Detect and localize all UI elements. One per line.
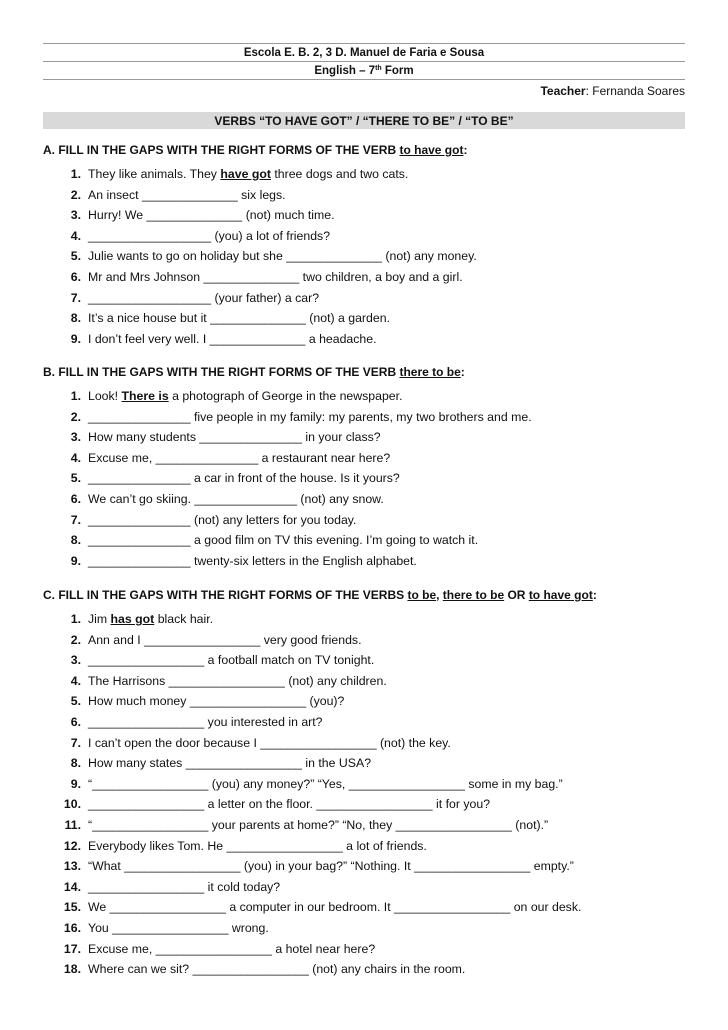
item-number: 5. [70,249,81,264]
item-number: 15. [63,900,81,915]
exercise-item: 11. “_________________ your parents at home?” “No, they _________________ (not).” [43,815,693,836]
form-line: English – 7th Form [314,65,414,77]
exercise-item: 6. We can’t go skiing. _______________ (not) any snow. [43,489,693,510]
exercise-item: 9. I don’t feel very well. I ______________ a headache. [43,329,693,350]
exercise-item: 8. How many states _________________ in the USA? [43,753,693,774]
example-answer: has got [110,612,155,626]
exercise-item: 9. “_________________ (you) any money?” “Yes, _________________ some in my bag.” [43,774,693,795]
exercise-item: 5. Julie wants to go on holiday but she ______________ (not) any money. [43,246,693,267]
exercise-item: 1. They like animals. They have got three dogs and two cats. [43,164,693,185]
mid-rule [43,61,685,62]
item-number: 13. [63,859,81,874]
exercise-item: 2. An insect ______________ six legs. [43,185,693,206]
item-number: 3. [70,208,81,223]
exercise-item: 9. _______________ twenty-six letters in the English alphabet. [43,551,693,572]
item-number: 11. [64,817,81,832]
item-number: 6. [70,269,81,284]
exercise-item: 1. Jim has got black hair. [43,609,693,630]
item-number: 2. [70,632,81,647]
section-heading: C. FILL IN THE GAPS WITH THE RIGHT FORMS OF THE VERBS to be, there to be OR to have got: [43,588,597,602]
exercise-item: 6. _________________ you interested in art? [43,712,693,733]
exercise-item: 5. _______________ a car in front of the house. Is it yours? [43,468,693,489]
item-number: 9. [70,553,81,568]
exercise-item: 18. Where can we sit? _________________ (not) any chairs in the room. [43,959,693,980]
school-name: Escola E. B. 2, 3 D. Manuel de Faria e Sousa [243,47,485,59]
exercise-item: 16. You _________________ wrong. [43,918,693,939]
item-number: 6. [70,491,81,506]
exercise-item: 4. __________________ (you) a lot of friends? [43,226,693,247]
exercise-item: 3. _________________ a football match on TV tonight. [43,650,693,671]
exercise-item: 2. Ann and I _________________ very good friends. [43,630,693,651]
exercise-item: 7. I can’t open the door because I _________________ (not) the key. [43,733,693,754]
exercise-section [43,143,693,349]
exercise-item: 3. How many students _______________ in your class? [43,427,693,448]
item-number: 9. [70,331,81,346]
exercise-item: 10. _________________ a letter on the floor. _________________ it for you? [43,794,693,815]
exercise-item: 15. We _________________ a computer in our bedroom. It _________________ on our desk. [43,897,693,918]
top-rule [43,43,685,44]
exercise-item: 17. Excuse me, _________________ a hotel near here? [43,939,693,960]
item-number: 10. [63,797,81,812]
item-number: 6. [70,714,81,729]
exercise-section [43,588,693,980]
item-number: 5. [70,471,81,486]
item-number: 18. [63,962,81,977]
section-heading: A. FILL IN THE GAPS WITH THE RIGHT FORMS OF THE VERB to have got: [43,143,468,157]
item-number: 5. [70,694,81,709]
item-number: 1. [70,389,81,403]
exercise-item: 2. _______________ five people in my family: my parents, my two brothers and me. [43,407,693,428]
exercise-item: 12. Everybody likes Tom. He _________________ a lot of friends. [43,836,693,857]
exercise-item: 14. _________________ it cold today? [43,877,693,898]
example-answer: There is [121,389,169,403]
item-number: 4. [70,673,81,688]
item-number: 17. [63,941,81,956]
item-number: 2. [70,187,81,202]
item-number: 7. [70,735,81,750]
exercise-item: 6. Mr and Mrs Johnson ______________ two children, a boy and a girl. [43,267,693,288]
exercise-item: 13. “What _________________ (you) in your bag?” “Nothing. It _________________ empty.” [43,856,693,877]
item-number: 3. [70,653,81,668]
exercise-item: 7. _______________ (not) any letters for you today. [43,510,693,531]
section-heading: B. FILL IN THE GAPS WITH THE RIGHT FORMS OF THE VERB there to be: [43,365,465,379]
teacher-line: Teacher: Fernanda Soares [540,84,685,98]
item-number: 7. [70,512,81,527]
exercise-item: 3. Hurry! We ______________ (not) much time. [43,205,693,226]
exercise-item: 4. Excuse me, _______________ a restaurant near here? [43,448,693,469]
exercise-item: 8. _______________ a good film on TV this evening. I’m going to watch it. [43,530,693,551]
exercise-item: 7. __________________ (your father) a car? [43,288,693,309]
item-number: 1. [70,167,81,181]
item-number: 16. [63,920,81,935]
item-number: 1. [70,612,81,626]
item-number: 2. [70,409,81,424]
exercise-section [43,365,693,571]
item-number: 3. [70,430,81,445]
item-number: 4. [70,228,81,243]
exercise-item: 8. It’s a nice house but it ______________ (not) a garden. [43,308,693,329]
exercise-item: 1. Look! There is a photograph of George in the newspaper. [43,386,693,407]
item-number: 8. [70,311,81,326]
item-number: 12. [63,838,81,853]
item-number: 9. [70,776,81,791]
item-number: 4. [70,450,81,465]
item-number: 7. [70,290,81,305]
exercise-item: 5. How much money _________________ (you)? [43,691,693,712]
item-number: 8. [70,756,81,771]
worksheet-title: VERBS “TO HAVE GOT” / “THERE TO BE” / “TO BE” [214,114,514,128]
item-number: 14. [63,879,81,894]
example-answer: have got [220,167,271,181]
header-rule [43,79,685,80]
item-number: 8. [70,533,81,548]
exercise-item: 4. The Harrisons _________________ (not) any children. [43,671,693,692]
